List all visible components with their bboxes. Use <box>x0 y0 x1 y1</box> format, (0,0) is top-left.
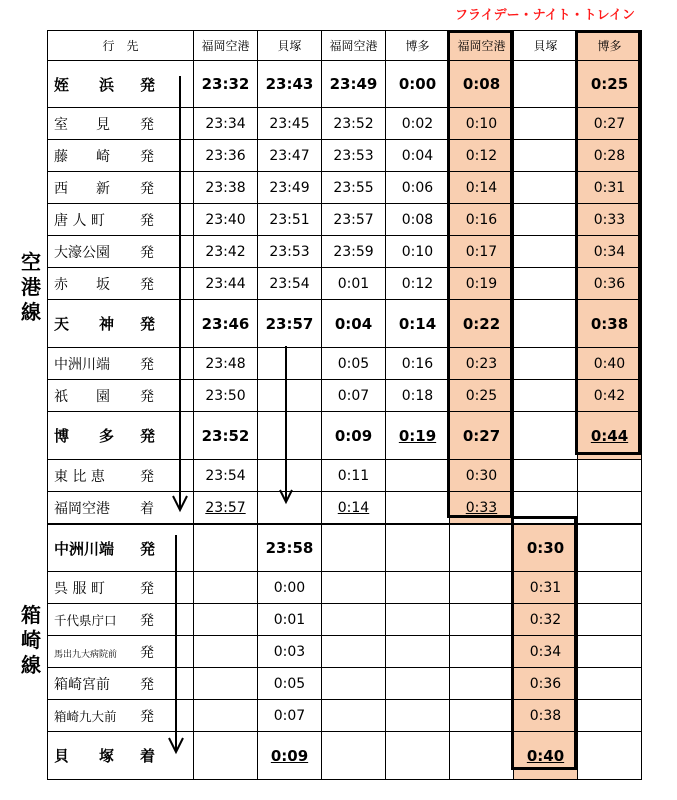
hakozaki-line-char: 線 <box>21 653 41 677</box>
departure-time: 23:52 <box>322 108 386 140</box>
departure-time: 23:42 <box>194 236 258 268</box>
arrival-departure-label: 発 <box>140 388 154 405</box>
departure-time: 0:16 <box>386 348 450 380</box>
arrival-departure-label: 発 <box>140 148 154 165</box>
departure-time <box>450 604 514 636</box>
departure-time <box>258 412 322 460</box>
departure-time <box>386 732 450 780</box>
station-name: 赤 坂 <box>54 276 110 293</box>
departure-time: 0:19 <box>386 412 450 460</box>
departure-time <box>514 300 578 348</box>
departure-time <box>578 524 642 572</box>
departure-time <box>514 412 578 460</box>
station-name: 千代県庁口 <box>54 612 117 628</box>
departure-time: 23:47 <box>258 140 322 172</box>
arrival-departure-label: 発 <box>140 315 156 333</box>
arrival-departure-label: 発 <box>140 676 154 693</box>
station-name: 姪 浜 <box>54 75 115 94</box>
departure-time: 23:48 <box>194 348 258 380</box>
arrival-departure-label: 発 <box>140 580 154 597</box>
departure-time: 23:53 <box>322 140 386 172</box>
destination-column-header: 貝塚 <box>258 31 322 61</box>
timetable-row <box>48 732 642 780</box>
departure-time: 0:28 <box>578 140 642 172</box>
station-name: 東 比 恵 <box>54 468 105 485</box>
departure-time: 0:04 <box>322 300 386 348</box>
timetable-row <box>48 668 642 700</box>
timetable-row <box>48 492 642 525</box>
timetable-row <box>48 108 642 140</box>
departure-time: 0:12 <box>450 140 514 172</box>
departure-time: 0:33 <box>578 204 642 236</box>
departure-time: 23:34 <box>194 108 258 140</box>
departure-time <box>386 604 450 636</box>
departure-time: 0:08 <box>386 204 450 236</box>
departure-time: 0:25 <box>578 61 642 108</box>
departure-time <box>386 572 450 604</box>
departure-time: 0:38 <box>514 700 578 732</box>
departure-time: 23:38 <box>194 172 258 204</box>
departure-time: 0:27 <box>578 108 642 140</box>
station-cell <box>48 348 194 380</box>
station-name: 中洲川端 <box>54 356 110 373</box>
destination-column-header: 福岡空港 <box>322 31 386 61</box>
station-cell <box>48 172 194 204</box>
timetable-row <box>48 380 642 412</box>
departure-time: 0:33 <box>450 492 514 525</box>
departure-time: 23:46 <box>194 300 258 348</box>
timetable-row <box>48 604 642 636</box>
departure-time: 23:43 <box>258 61 322 108</box>
departure-time: 0:10 <box>386 236 450 268</box>
arrival-departure-label: 発 <box>140 116 154 133</box>
departure-time: 0:14 <box>386 300 450 348</box>
departure-time <box>578 700 642 732</box>
timetable-row <box>48 204 642 236</box>
departure-time: 0:22 <box>450 300 514 348</box>
station-name: 藤 崎 <box>54 148 110 165</box>
station-name: 祇 園 <box>54 388 110 405</box>
timetable-row <box>48 348 642 380</box>
station-name: 福岡空港 <box>54 500 110 517</box>
departure-time: 23:44 <box>194 268 258 300</box>
departure-time: 23:50 <box>194 380 258 412</box>
departure-time: 0:08 <box>450 61 514 108</box>
departure-time <box>258 348 322 380</box>
departure-time: 0:23 <box>450 348 514 380</box>
departure-time: 23:52 <box>194 412 258 460</box>
departure-time: 0:00 <box>258 572 322 604</box>
station-name: 唐 人 町 <box>54 212 105 229</box>
timetable-row <box>48 236 642 268</box>
departure-time <box>386 636 450 668</box>
arrival-departure-label: 発 <box>140 612 154 629</box>
departure-time <box>514 348 578 380</box>
station-cell <box>48 668 194 700</box>
departure-time: 23:57 <box>258 300 322 348</box>
timetable-row <box>48 140 642 172</box>
departure-time <box>514 236 578 268</box>
arrival-departure-label: 発 <box>140 539 156 558</box>
departure-time: 0:05 <box>322 348 386 380</box>
departure-time: 0:09 <box>322 412 386 460</box>
departure-time <box>514 492 578 525</box>
departure-time <box>578 604 642 636</box>
departure-time <box>194 732 258 780</box>
departure-time <box>386 668 450 700</box>
departure-time: 23:57 <box>322 204 386 236</box>
arrival-departure-label: 発 <box>140 644 154 661</box>
departure-time <box>194 668 258 700</box>
departure-time: 23:49 <box>258 172 322 204</box>
departure-time: 0:16 <box>450 204 514 236</box>
arrival-departure-label: 発 <box>140 708 154 725</box>
hakozaki-line-char: 箱 <box>21 603 41 627</box>
timetable-row <box>48 412 642 460</box>
arrival-departure-label: 発 <box>140 180 154 197</box>
destination-column-header: 貝塚 <box>514 31 578 61</box>
departure-time <box>514 61 578 108</box>
departure-time <box>450 572 514 604</box>
station-name: 中洲川端 <box>54 539 115 558</box>
departure-time: 0:38 <box>578 300 642 348</box>
destination-column-header: 福岡空港 <box>450 31 514 61</box>
destination-column-header: 博多 <box>578 31 642 61</box>
station-cell <box>48 204 194 236</box>
departure-time: 0:30 <box>450 460 514 492</box>
departure-time: 0:02 <box>386 108 450 140</box>
station-name: 箱崎九大前 <box>54 708 117 724</box>
kuko-line-char: 港 <box>21 275 41 299</box>
departure-time <box>322 572 386 604</box>
timetable-row <box>48 700 642 732</box>
departure-time: 0:42 <box>578 380 642 412</box>
departure-time: 0:31 <box>578 172 642 204</box>
departure-time <box>194 524 258 572</box>
departure-time <box>386 492 450 525</box>
departure-time <box>322 668 386 700</box>
departure-time: 0:34 <box>578 236 642 268</box>
timetable-row <box>48 172 642 204</box>
arrival-departure-label: 発 <box>140 468 154 485</box>
timetable-row <box>48 460 642 492</box>
departure-time <box>194 700 258 732</box>
departure-time: 0:36 <box>578 268 642 300</box>
departure-time: 23:53 <box>258 236 322 268</box>
station-cell <box>48 700 194 732</box>
station-cell <box>48 524 194 572</box>
departure-time <box>386 460 450 492</box>
destination-column-header: 福岡空港 <box>194 31 258 61</box>
station-cell <box>48 492 194 525</box>
station-cell <box>48 61 194 108</box>
departure-time <box>578 668 642 700</box>
arrival-departure-label: 着 <box>140 747 156 765</box>
friday-night-train-label: フライデー・ナイト・トレイン <box>454 8 636 23</box>
departure-time <box>578 732 642 780</box>
departure-time: 0:25 <box>450 380 514 412</box>
arrival-departure-label: 発 <box>140 356 154 373</box>
station-cell <box>48 604 194 636</box>
departure-time <box>578 636 642 668</box>
station-cell <box>48 140 194 172</box>
departure-time: 0:06 <box>386 172 450 204</box>
departure-time: 23:55 <box>322 172 386 204</box>
departure-time: 23:59 <box>322 236 386 268</box>
departure-time <box>514 380 578 412</box>
departure-time <box>194 636 258 668</box>
arrival-departure-label: 発 <box>140 212 154 229</box>
departure-time <box>386 524 450 572</box>
timetable-row <box>48 524 642 572</box>
departure-time: 0:12 <box>386 268 450 300</box>
departure-time: 0:07 <box>258 700 322 732</box>
timetable-row <box>48 300 642 348</box>
departure-time: 23:45 <box>258 108 322 140</box>
timetable-row <box>48 572 642 604</box>
departure-time <box>514 108 578 140</box>
departure-time: 0:14 <box>322 492 386 525</box>
station-cell <box>48 636 194 668</box>
departure-time <box>450 524 514 572</box>
timetable-row <box>48 636 642 668</box>
departure-time <box>578 492 642 525</box>
arrival-departure-label: 発 <box>140 276 154 293</box>
departure-time <box>514 204 578 236</box>
departure-time: 0:30 <box>514 524 578 572</box>
departure-time: 0:40 <box>578 348 642 380</box>
departure-time: 0:44 <box>578 412 642 460</box>
departure-time: 23:40 <box>194 204 258 236</box>
departure-time: 0:09 <box>258 732 322 780</box>
departure-time: 23:54 <box>194 460 258 492</box>
departure-time <box>386 700 450 732</box>
station-name: 貝 塚 <box>54 747 115 765</box>
departure-time: 0:05 <box>258 668 322 700</box>
departure-time <box>322 732 386 780</box>
departure-time: 0:11 <box>322 460 386 492</box>
timetable-row <box>48 61 642 108</box>
timetable-row <box>48 268 642 300</box>
station-name: 室 見 <box>54 116 110 133</box>
departure-time <box>514 172 578 204</box>
departure-time: 23:36 <box>194 140 258 172</box>
departure-time: 0:14 <box>450 172 514 204</box>
destination-header: 行 先 <box>48 31 194 61</box>
departure-time: 0:36 <box>514 668 578 700</box>
header-row <box>48 31 642 61</box>
station-name: 呉 服 町 <box>54 580 105 597</box>
departure-time: 23:51 <box>258 204 322 236</box>
station-cell <box>48 412 194 460</box>
departure-time: 0:01 <box>258 604 322 636</box>
departure-time: 23:57 <box>194 492 258 525</box>
kuko-line-char: 空 <box>21 250 41 274</box>
hakozaki-line-label <box>19 603 43 678</box>
departure-time: 0:03 <box>258 636 322 668</box>
departure-time: 23:32 <box>194 61 258 108</box>
departure-time: 0:34 <box>514 636 578 668</box>
departure-time: 0:32 <box>514 604 578 636</box>
station-name: 西 新 <box>54 180 110 197</box>
departure-time <box>514 268 578 300</box>
arrival-departure-label: 発 <box>140 427 156 445</box>
departure-time <box>514 460 578 492</box>
departure-time <box>194 572 258 604</box>
station-cell <box>48 460 194 492</box>
departure-time <box>322 524 386 572</box>
station-name: 博 多 <box>54 427 115 445</box>
departure-time <box>450 636 514 668</box>
departure-time: 0:27 <box>450 412 514 460</box>
departure-time <box>258 460 322 492</box>
station-cell <box>48 572 194 604</box>
kuko-line-char: 線 <box>21 300 41 324</box>
arrival-departure-label: 発 <box>140 244 154 261</box>
arrival-departure-label: 着 <box>140 500 154 517</box>
departure-time <box>322 700 386 732</box>
departure-time <box>258 380 322 412</box>
departure-time: 0:04 <box>386 140 450 172</box>
departure-time: 0:31 <box>514 572 578 604</box>
station-cell <box>48 300 194 348</box>
departure-time: 0:17 <box>450 236 514 268</box>
arrival-departure-label: 発 <box>140 75 156 94</box>
destination-column-header: 博多 <box>386 31 450 61</box>
departure-time: 23:49 <box>322 61 386 108</box>
departure-time <box>514 140 578 172</box>
departure-time <box>322 604 386 636</box>
hakozaki-line-char: 崎 <box>21 628 41 652</box>
departure-time <box>450 668 514 700</box>
departure-time: 0:18 <box>386 380 450 412</box>
departure-time: 23:54 <box>258 268 322 300</box>
departure-time: 23:58 <box>258 524 322 572</box>
departure-time: 0:07 <box>322 380 386 412</box>
departure-time: 0:10 <box>450 108 514 140</box>
station-cell <box>48 380 194 412</box>
station-cell <box>48 236 194 268</box>
station-name: 大濠公園 <box>54 244 110 261</box>
kuko-line-label <box>19 250 43 325</box>
departure-time: 0:01 <box>322 268 386 300</box>
departure-time <box>194 604 258 636</box>
departure-time: 0:00 <box>386 61 450 108</box>
station-name: 馬出九大病院前 <box>54 649 118 660</box>
station-cell <box>48 108 194 140</box>
station-cell <box>48 268 194 300</box>
departure-time: 0:19 <box>450 268 514 300</box>
departure-time: 0:40 <box>514 732 578 780</box>
departure-time <box>578 572 642 604</box>
station-name: 天 神 <box>54 315 115 333</box>
station-name: 箱崎宮前 <box>54 676 110 693</box>
departure-time <box>450 732 514 780</box>
departure-time <box>258 492 322 525</box>
timetable <box>47 30 642 780</box>
departure-time <box>322 636 386 668</box>
departure-time <box>578 460 642 492</box>
station-cell <box>48 732 194 780</box>
departure-time <box>450 700 514 732</box>
